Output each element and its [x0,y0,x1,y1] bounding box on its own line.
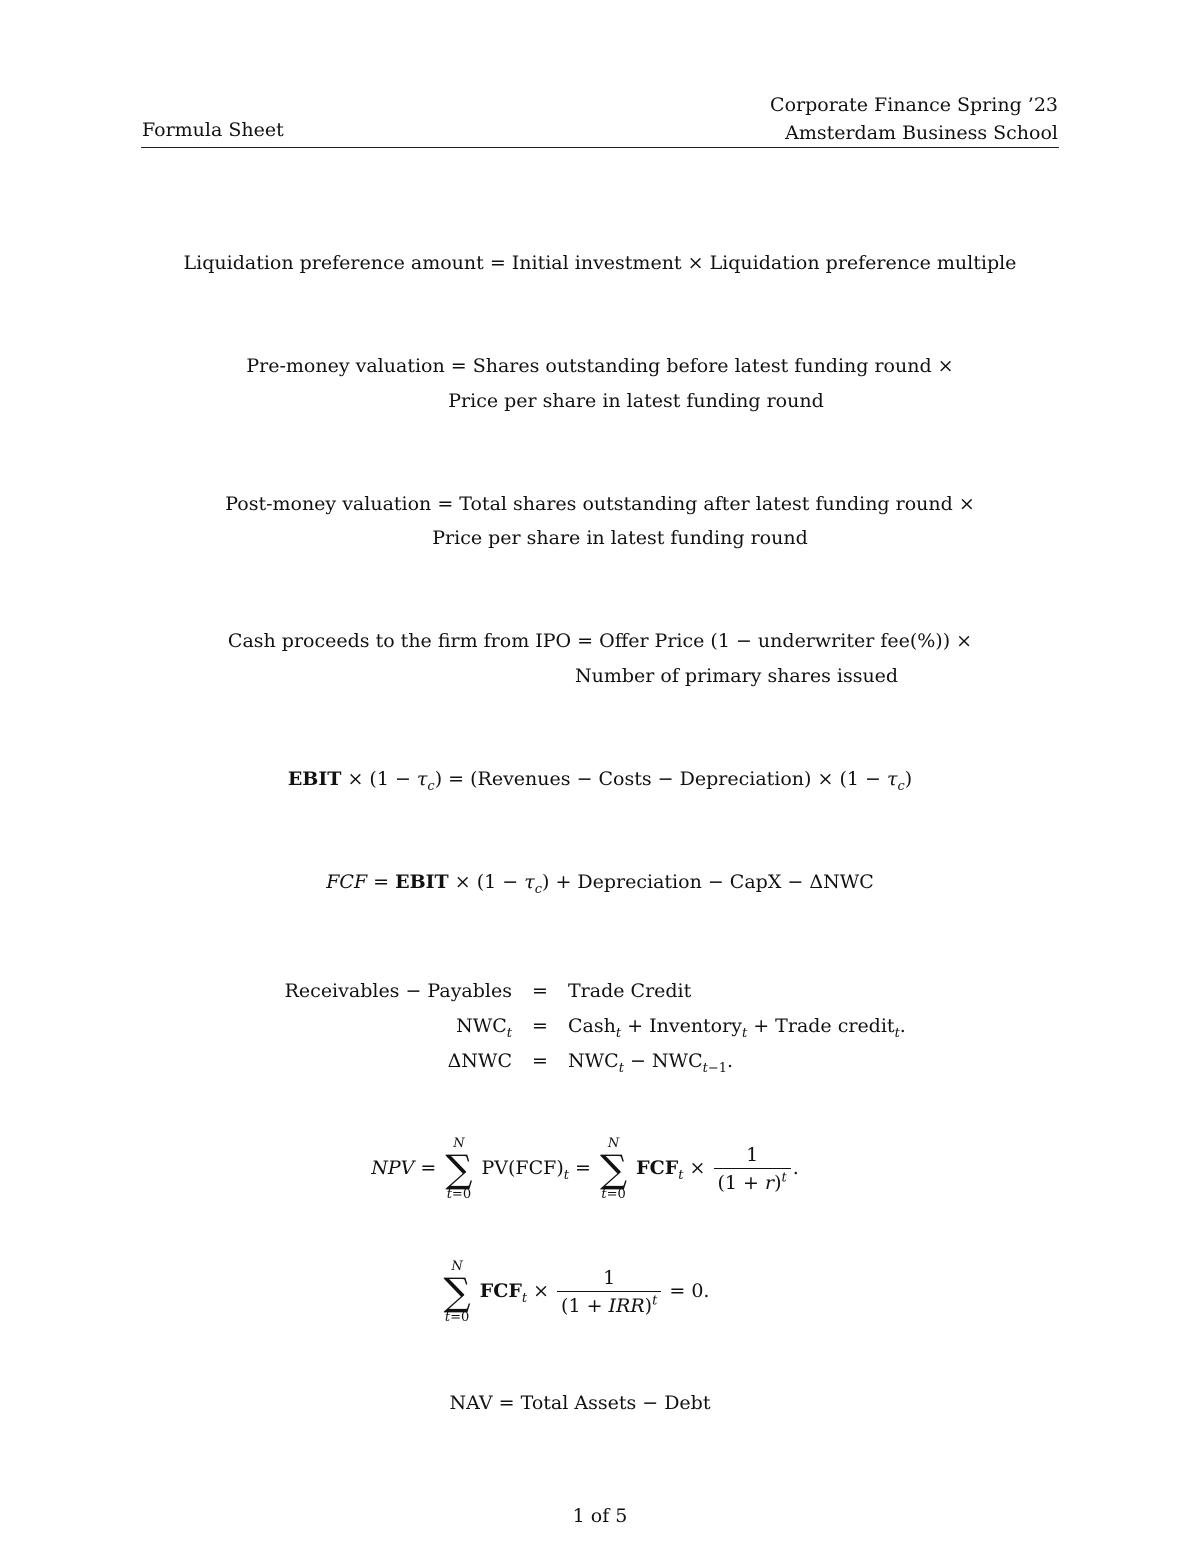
trade-credit-equals: = [532,979,548,1002]
nwc-lhs: $NWC_t$ [456,1014,512,1041]
irr-fraction: $\frac{1}{(1 + IRR)^t}$ [557,1265,661,1320]
pre-money-formula-line2: Price per share in latest funding round [448,390,824,412]
liquidation-formula: Liquidation preference amount = Initial investment × Liquidation preference multiple [183,252,1017,274]
post-money-formula-line2: Price per share in latest funding round [432,527,808,549]
summation-symbol: N ∑ t=0 [599,1136,628,1202]
delta-nwc-equals: = [532,1049,548,1072]
summation-symbol: N ∑ t=0 [445,1136,473,1202]
trade-credit-lhs: Receivables − Payables [284,979,512,1002]
header-school: Amsterdam Business School [785,122,1058,144]
irr-formula: N ∑ t=0 $FCF_t$ × $\frac{1}{(1 + IRR)^t}$ = 0. [443,1259,710,1325]
nwc-aligned-equations [270,973,906,1078]
delta-nwc-row [270,1043,906,1078]
delta-nwc-lhs: ΔNWC [447,1049,512,1072]
delta-nwc-rhs: $NWC_t - NWC_{t-1}$. [568,1049,734,1076]
fcf-formula: FCF = EBIT × $(1 - \tau_c)$ + Depreciation − CapX − ΔNWC [326,871,874,897]
header-right-block [770,91,1058,147]
summation-symbol: N ∑ t=0 [443,1259,471,1325]
nwc-rhs: Cash$_t$ + Inventory$_t$ + Trade credit$_t$. [568,1014,906,1041]
page-number: 1 of 5 [572,1505,628,1527]
nav-formula: NAV = Total Assets − Debt [449,1392,711,1414]
header-course: Corporate Finance Spring ’23 [770,94,1058,116]
cash-proceeds-formula-line1: Cash proceeds to the firm from IPO = Offer Price (1 − underwriter fee(%)) × [227,630,973,652]
discount-fraction: $\frac{1}{(1 + r)^t}$ [714,1142,791,1197]
pre-money-formula-line1: Pre-money valuation = Shares outstanding before latest funding round × [246,355,954,377]
ebit-formula: EBIT × $(1 - \tau_c)$ = (Revenues − Costs − Depreciation) × $(1 - \tau_c)$ [287,768,913,794]
nwc-row [270,1008,906,1043]
header-left-title: Formula Sheet [142,119,284,141]
cash-proceeds-formula-line2: Number of primary shares issued [575,665,899,687]
header-rule [141,147,1059,148]
post-money-formula-line1: Post-money valuation = Total shares outstanding after latest funding round × [225,493,975,515]
nwc-equals: = [532,1014,548,1037]
trade-credit-rhs: Trade Credit [568,979,692,1002]
trade-credit-row [270,973,906,1008]
npv-formula: NPV = N ∑ t=0 $PV(FCF)_t$ = N ∑ t=0 $FCF_t$ × $\frac{1}{(1 + r)^t}$ . [371,1136,799,1202]
